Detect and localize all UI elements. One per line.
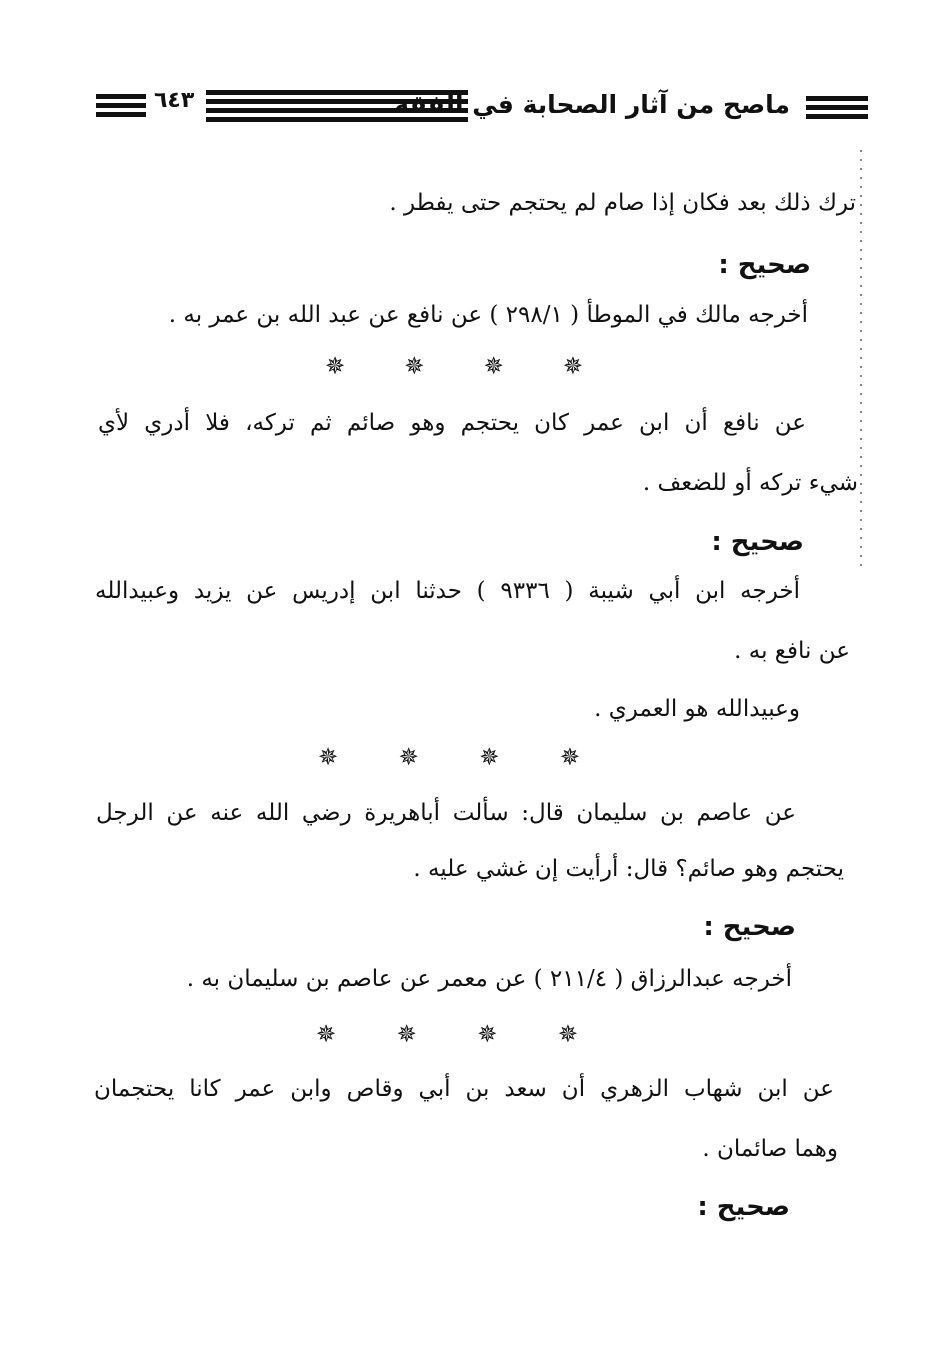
text-line: عن عاصم بن سليمان قال: سألت أباهريرة رضي الله عنه عن الرجل — [96, 800, 796, 826]
sahih-label: صحيح : — [703, 912, 796, 942]
header-rule-right — [806, 96, 868, 123]
text-line: عن نافع به . — [734, 638, 850, 664]
star-ornament: ✵ — [318, 743, 339, 771]
text-line: عن ابن شهاب الزهري أن سعد بن أبي وقاص وابن عمر كانا يحتجمان — [94, 1076, 834, 1102]
star-separator — [325, 352, 583, 380]
star-separator — [316, 1020, 578, 1048]
sahih-label: صحيح : — [718, 250, 811, 280]
star-ornament: ✵ — [398, 743, 419, 771]
star-ornament: ✵ — [559, 743, 580, 771]
text-line: عن نافع أن ابن عمر كان يحتجم وهو صائم ثم تركه، فلا أدري لأي — [98, 410, 806, 436]
text-line: يحتجم وهو صائم؟ قال: أرأيت إن غشي عليه . — [413, 856, 844, 882]
text-line: أخرجه ابن أبي شيبة ( ٩٣٣٦ ) حدثنا ابن إدريس عن يزيد وعبيدالله — [95, 578, 801, 604]
star-ornament: ✵ — [562, 352, 583, 380]
star-ornament: ✵ — [325, 352, 346, 380]
page-header — [96, 84, 868, 128]
star-ornament: ✵ — [477, 1020, 498, 1048]
star-ornament: ✵ — [557, 1020, 578, 1048]
header-title: ماصح من آثار الصحابة في الفقه — [394, 90, 790, 119]
star-ornament: ✵ — [479, 743, 500, 771]
star-ornament: ✵ — [396, 1020, 417, 1048]
text-line: وعبيدالله هو العمري . — [594, 696, 800, 722]
scan-margin-dots — [860, 150, 862, 570]
text-line: ترك ذلك بعد فكان إذا صام لم يحتجم حتى يفطر . — [389, 190, 856, 216]
header-rule-left — [96, 94, 146, 121]
sahih-label: صحيح : — [711, 527, 804, 557]
star-ornament: ✵ — [404, 352, 425, 380]
star-ornament: ✵ — [483, 352, 504, 380]
text-line: شيء تركه أو للضعف . — [642, 470, 858, 496]
text-line: أخرجه مالك في الموطأ ( ٢٩٨/١ ) عن نافع عن عبد الله بن عمر به . — [168, 302, 808, 328]
star-separator — [318, 743, 580, 771]
sahih-label: صحيح : — [697, 1192, 790, 1222]
text-line: أخرجه عبدالرزاق ( ٢١١/٤ ) عن معمر عن عاصم بن سليمان به . — [186, 966, 792, 992]
star-ornament: ✵ — [316, 1020, 337, 1048]
page-number: ٦٤٣ — [154, 88, 195, 113]
text-line: وهما صائمان . — [702, 1136, 838, 1162]
